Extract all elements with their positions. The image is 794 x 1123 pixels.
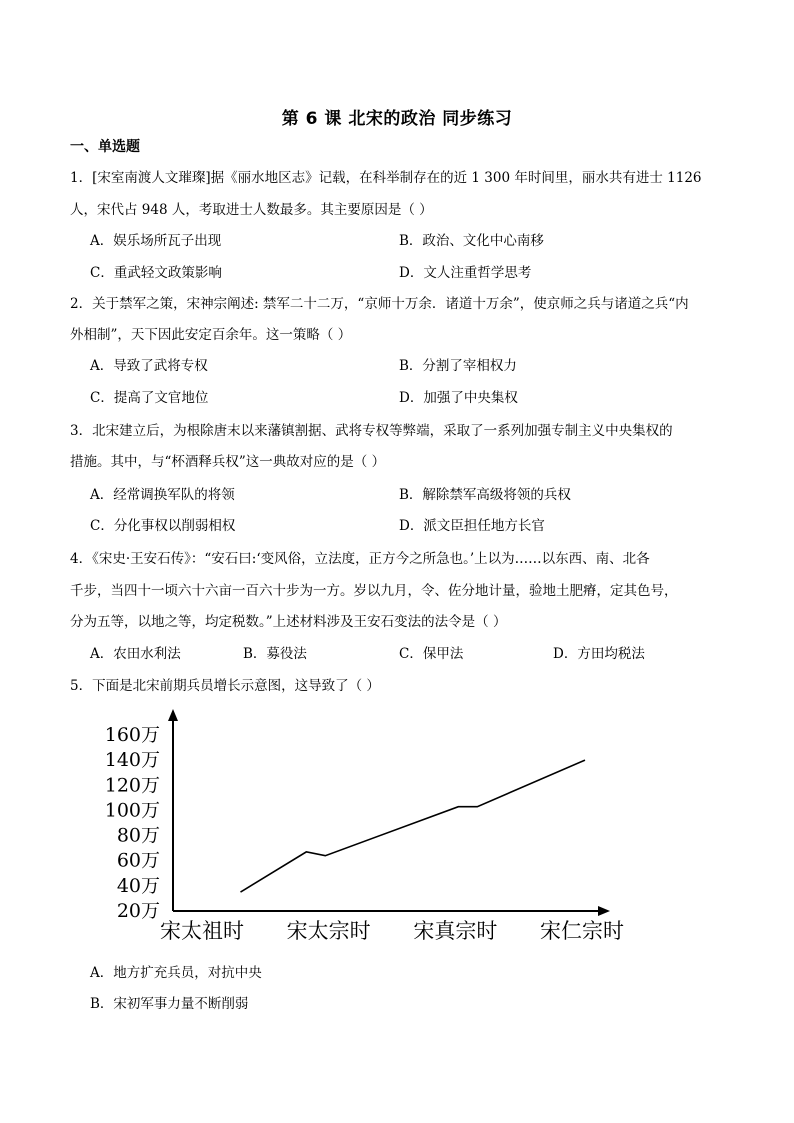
troop-growth-chart — [104, 705, 650, 945]
q5-stem: 5．下面是北宋前期兵员增长示意图，这导致了（ ） — [70, 678, 380, 694]
q2-option-b[interactable]: B．分割了宰相权力 — [399, 358, 517, 374]
y-tick-label: 120万 — [104, 774, 160, 797]
y-tick-label: 80万 — [116, 824, 160, 847]
q2-option-c[interactable]: C．提高了文官地位 — [90, 390, 209, 406]
q3-option-c[interactable]: C．分化事权以削弱相权 — [90, 518, 236, 534]
y-tick-label: 60万 — [116, 849, 160, 872]
q4-stem-line1: 4．《宋史·王安石传》：“安石曰:‘变风俗，立法度，正方今之所急也。’上以为……以东西、南、北各 — [70, 551, 650, 567]
q4-stem-line3: 分为五等，以地之等，均定税数。”上述材料涉及王安石变法的法令是（ ） — [70, 614, 507, 630]
y-tick-labels — [105, 724, 160, 922]
y-tick-label: 100万 — [104, 799, 160, 822]
section-heading: 一、单选题 — [70, 139, 140, 155]
q4-option-c[interactable]: C．保甲法 — [399, 646, 464, 662]
q3-stem-line2: 措施。其中，与“杯酒释兵权”这一典故对应的是（ ） — [70, 454, 386, 470]
y-tick-label: 160万 — [104, 724, 160, 746]
page-title: 第 6 课 北宋的政治 同步练习 — [281, 109, 513, 129]
q1-option-a[interactable]: A．娱乐场所瓦子出现 — [90, 233, 222, 249]
chart-axes — [168, 709, 610, 916]
y-tick-label: 140万 — [104, 749, 160, 772]
q3-option-b[interactable]: B．解除禁军高级将领的兵权 — [399, 487, 571, 503]
q3-option-a[interactable]: A．经常调换军队的将领 — [90, 487, 235, 503]
q1-stem-line2: 人，宋代占 948 人，考取进士人数最多。其主要原因是（ ） — [70, 202, 433, 218]
x-axis-arrow — [598, 906, 610, 916]
series-lines — [241, 760, 586, 892]
x-tick-label: 宋仁宗时 — [540, 919, 624, 943]
q5-option-b[interactable]: B．宋初军事力量不断削弱 — [90, 996, 249, 1012]
y-axis-arrow — [168, 709, 178, 721]
q4-option-a[interactable]: A．农田水利法 — [90, 646, 181, 662]
q5-option-a[interactable]: A．地方扩充兵员，对抗中央 — [90, 965, 262, 981]
q4-option-d[interactable]: D．方田均税法 — [553, 646, 645, 662]
q1-option-c[interactable]: C．重武轻文政策影响 — [90, 265, 222, 281]
q2-option-d[interactable]: D．加强了中央集权 — [399, 390, 518, 406]
q3-stem-line1: 3．北宋建立后，为根除唐末以来藩镇割据、武将专权等弊端，采取了一系列加强专制主义中央集权的 — [70, 423, 673, 439]
q1-option-d[interactable]: D．文人注重哲学思考 — [399, 265, 532, 281]
q3-option-d[interactable]: D．派文臣担任地方长官 — [399, 518, 545, 534]
x-tick-label: 宋太宗时 — [286, 919, 371, 943]
y-tick-label: 40万 — [116, 874, 160, 897]
q2-option-a[interactable]: A．导致了武将专权 — [90, 358, 208, 374]
q4-stem-line2: 千步，当四十一顷六十六亩一百六十步为一方。岁以九月，令、佐分地计量，验地土肥瘠，定其色号， — [70, 583, 678, 599]
q1-stem-line1: 1．[宋室南渡人文璀璨]据《丽水地区志》记载，在科举制存在的近 1 300 年时间里，丽水共有进士 1126 — [70, 170, 702, 186]
q2-stem-line2: 外相制”，天下因此安定百余年。这一策略（ ） — [70, 327, 352, 343]
q4-option-b[interactable]: B．募役法 — [243, 646, 307, 662]
q1-option-b[interactable]: B．政治、文化中心南移 — [399, 233, 544, 249]
x-tick-labels — [160, 919, 624, 943]
x-tick-label: 宋太祖时 — [160, 919, 244, 943]
x-tick-label: 宋真宗时 — [413, 919, 498, 943]
q2-stem-line1: 2．关于禁军之策，宋神宗阐述: 禁军二十二万，“京师十万余．诸道十万余”，使京师之兵与诸道之兵“内 — [70, 296, 689, 312]
series-line — [241, 760, 586, 892]
y-tick-label: 20万 — [116, 900, 160, 922]
